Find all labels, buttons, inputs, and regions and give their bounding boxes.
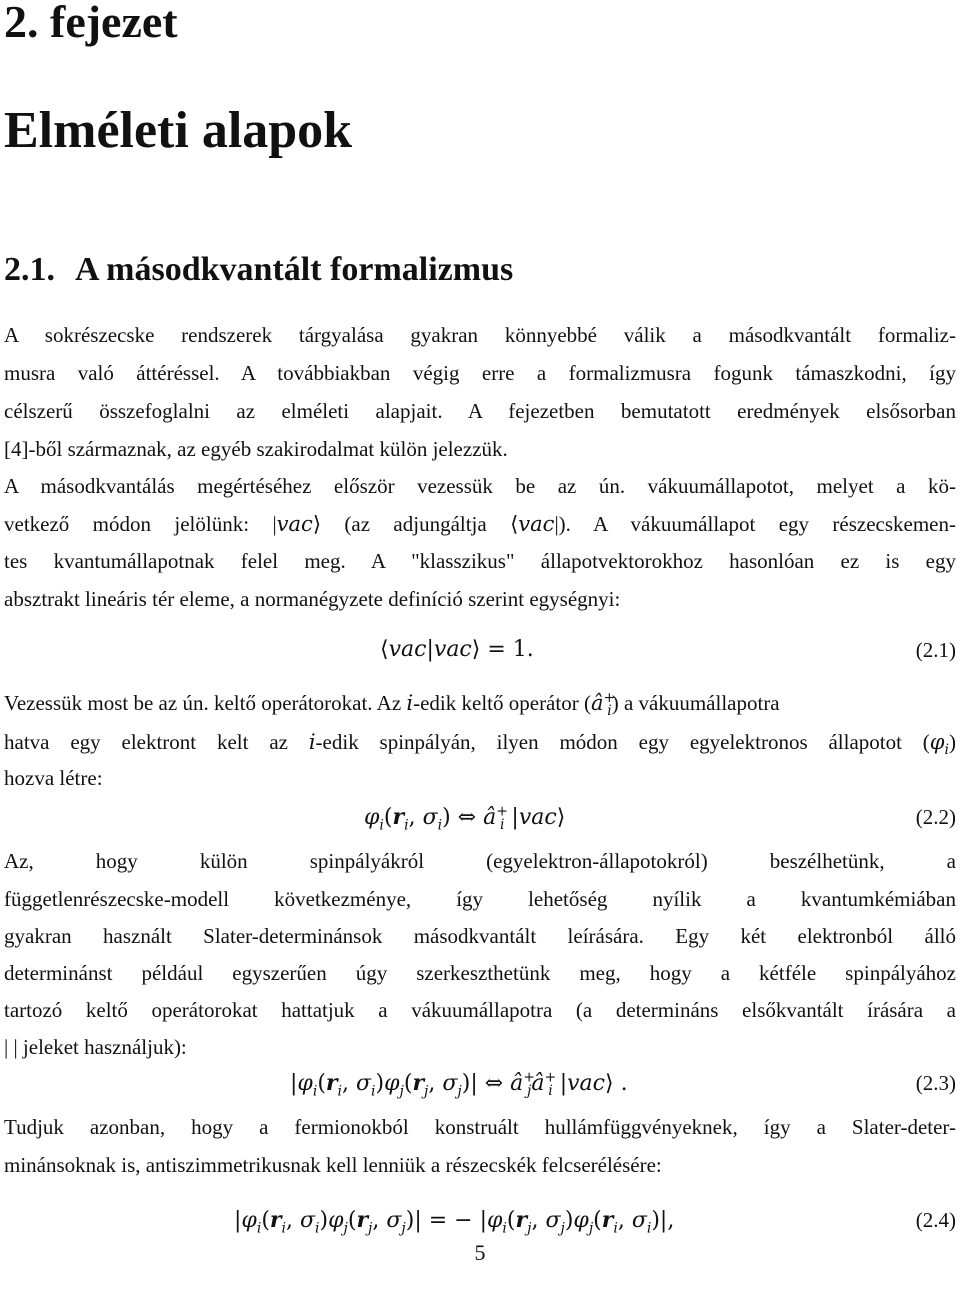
text-line (4, 727, 956, 757)
equation-2-4 (4, 1203, 956, 1237)
text-line (4, 1032, 956, 1062)
section-heading (4, 248, 513, 292)
text-fragment: ) (949, 730, 956, 754)
equation-2-1 (4, 633, 956, 667)
text-line: musra való áttéréssel. A továbbiakban végig erre a formalizmusra fogunk támaszkodni, így (4, 361, 956, 385)
text-line: absztrakt lineáris tér eleme, a normanégyzete definíció szerint egységnyi: (4, 587, 621, 611)
equation-body: $|\varphi_i(r_i$, $\sigma_i)\varphi_j(r_j$, $\sigma_j)|$ ⇔ $â^+_jâ^+_i$ |vac⟩ . (290, 1069, 628, 1100)
text-line: Az, hogy külön spinpályákról (egyelektron-állapotokról) beszélhetünk, a (4, 849, 956, 873)
text-line: függetlenrészecske-modell következménye, így lehetőség nyílik a kvantumkémiában (4, 887, 956, 911)
text-line (4, 688, 956, 718)
text-line: hozva létre: (4, 766, 103, 790)
page-number: 5 (474, 1240, 486, 1265)
chapter-number: 2. fejezet (4, 0, 178, 47)
text-line: tartozó keltő operátorokat hattatjuk a vákuumállapotra (a determináns elsőkvantált írására a (4, 998, 956, 1022)
equation-number: (2.2) (915, 805, 956, 829)
text-fragment: Vezessük most be az ún. keltő operátorokat. Az (4, 691, 407, 715)
text-line: minánsoknak is, antiszimmetrikusnak kell lenniük a részecskék felcserélésére: (4, 1153, 662, 1177)
index-i: i (406, 691, 414, 715)
text-fragment: -edik keltő operátor ( (413, 691, 591, 715)
index-i: i (308, 730, 316, 754)
text-line: A másodkvantálás megértéséhez először vezessük be az ún. vákuumállapotot, melyet a kö- (4, 474, 956, 498)
text-line: gyakran használt Slater-determinánsok másodkvantált leírására. Egy két elektronból álló (4, 924, 956, 948)
orbital-phi-i: $\varphi_i$ (929, 730, 949, 759)
text-fragment: ) a vákuumállapotra (611, 691, 780, 715)
text-line: célszerű összefoglalni az elméleti alapjait. A fejezetben bemutatott eredmények elsősorban (4, 399, 956, 423)
determinant-bars: | | (4, 1035, 23, 1059)
text-fragment: -edik spinpályán, ilyen módon egy egyelektronos állapotot ( (315, 730, 930, 754)
section-number: 2.1. (4, 251, 55, 288)
text-line: Tudjuk azonban, hogy a fermionokból konstruált hullámfüggvényeknek, így a Slater-deter- (4, 1115, 956, 1139)
equation-2-3 (4, 1066, 956, 1100)
text-line (4, 509, 956, 539)
text-line: [4]-ből származnak, az egyéb szakirodalmat külön jelezzük. (4, 437, 508, 461)
text-line: tes kvantumállapotnak felel meg. A "klasszikus" állapotvektorokhoz hasonlóan ez is egy (4, 549, 956, 573)
equation-number: (2.3) (915, 1071, 956, 1095)
text-fragment: jeleket használjuk): (22, 1035, 187, 1059)
text-fragment: ). A vákuumállapot egy részecskemen- (558, 512, 956, 536)
equation-body: $\varphi_i(r_i$, $\sigma_i$) ⇔ $â^+_i$ |vac⟩ (364, 803, 566, 834)
equation-number: (2.4) (915, 1208, 956, 1232)
section-title: A másodkvantált formalizmus (75, 251, 514, 288)
equation-body: $|\varphi_i(r_i$, $\sigma_i)\varphi_j(r_j$, $\sigma_j)|$ = − $|\varphi_i(r_j$, $\sigma_j)\varphi_j(r_i$, $\sigma_i)|$, (234, 1207, 675, 1237)
vacuum-ket: |vac⟩ (272, 512, 322, 536)
text-fragment: vetkező módon jelölünk: (4, 512, 273, 536)
creation-operator: $â^+_i$ (590, 690, 616, 720)
chapter-title: Elméleti alapok (4, 102, 353, 159)
equation-number: (2.1) (915, 638, 956, 662)
text-line: A sokrészecske rendszerek tárgyalása gyakran könnyebbé válik a másodkvantált formaliz- (4, 323, 956, 347)
vacuum-bra: ⟨vac| (510, 512, 559, 536)
equation-2-2 (4, 800, 956, 834)
text-line: determinánst például egyszerűen úgy szerkeszthetünk meg, hogy a kétféle spinpályához (4, 961, 956, 985)
equation-body: ⟨vac|vac⟩ = 1. (380, 637, 534, 662)
text-fragment: hatva egy elektront kelt az (4, 730, 309, 754)
text-fragment: (az adjungáltja (321, 512, 511, 536)
